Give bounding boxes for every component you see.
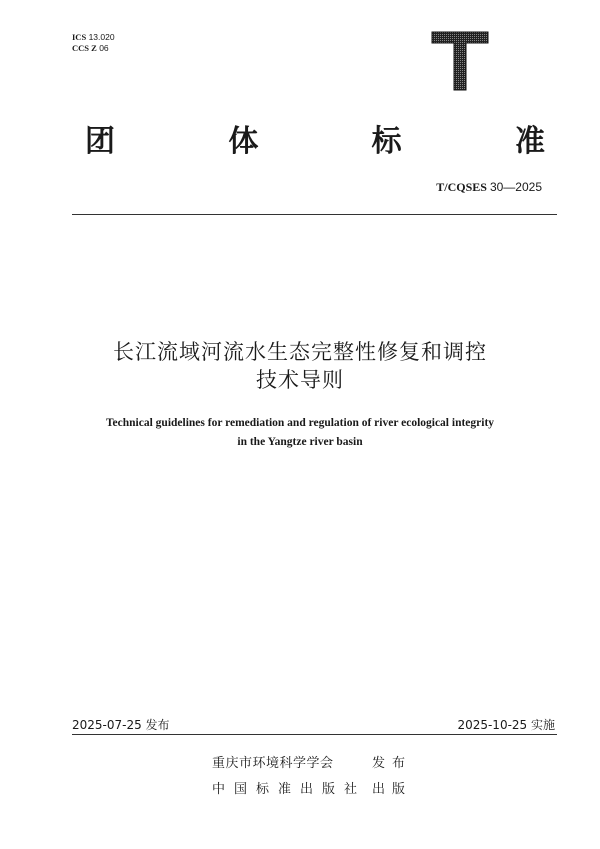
ccs-label: CCS Z <box>72 43 97 53</box>
ics-code: 13.020 <box>88 32 115 42</box>
ccs-line <box>72 43 115 54</box>
chinese-title-line-1: 长江流域河流水生态完整性修复和调控 <box>113 340 487 364</box>
standard-number-value: 30—2025 <box>489 180 542 194</box>
effective-date: 2025-10-25 实施 <box>457 718 555 732</box>
issuer-line <box>212 752 442 771</box>
top-divider <box>72 214 557 215</box>
standard-category <box>80 118 550 158</box>
category-char: 团 <box>85 124 115 159</box>
english-title-line-1: Technical guidelines for remediation and regulation of river ecological integrity <box>105 417 495 429</box>
ics-line <box>72 32 115 43</box>
bottom-divider <box>72 734 557 735</box>
ics-label: ICS <box>72 32 87 42</box>
chinese-title-line-2: 技术导则 <box>256 368 344 392</box>
english-title-line-2: in the Yangtze river basin <box>237 436 363 448</box>
issue-date: 2025-07-25 发布 <box>72 718 170 732</box>
standard-number <box>436 180 542 195</box>
printer-action: 出版 <box>372 782 413 797</box>
classification-codes <box>72 32 115 54</box>
category-char: 体 <box>228 124 259 159</box>
standard-type-logo <box>430 30 490 92</box>
issuer-name: 重庆市环境科学学会 <box>212 756 334 771</box>
printer-name: 中国标准出版社 <box>212 782 367 797</box>
category-char: 标 <box>371 124 402 159</box>
printer-line <box>212 778 442 797</box>
ccs-code: 06 <box>99 43 109 53</box>
standard-number-prefix: T/CQSES <box>436 180 487 194</box>
issuer-action: 发布 <box>372 756 413 771</box>
category-char: 准 <box>514 124 545 159</box>
